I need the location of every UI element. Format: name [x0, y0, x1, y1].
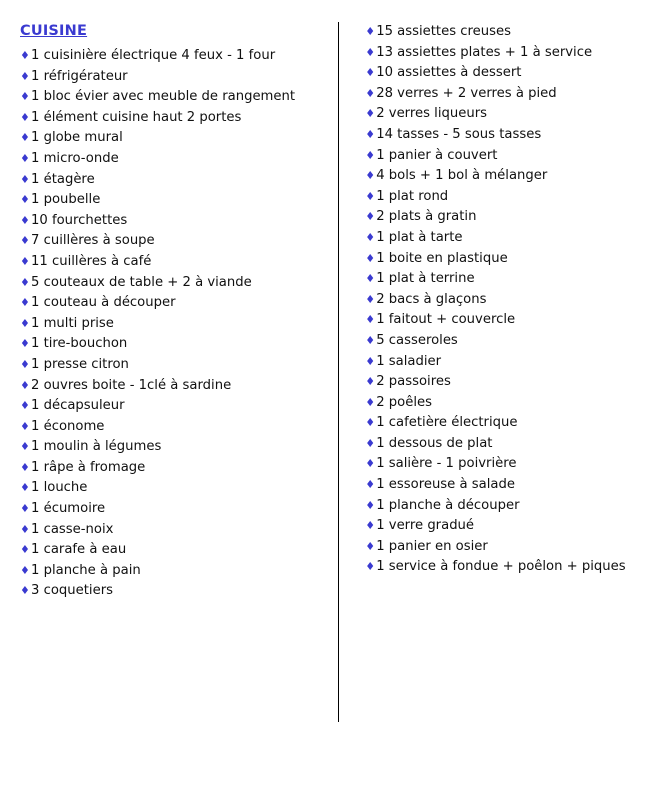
diamond-bullet-icon: ♦	[365, 416, 376, 430]
diamond-bullet-icon: ♦	[20, 131, 30, 145]
diamond-bullet-icon: ♦	[20, 337, 30, 351]
list-item-label: 5 casseroles	[376, 332, 458, 348]
list-item	[20, 149, 338, 170]
list-item	[20, 87, 338, 108]
list-item-label: 1 globe mural	[31, 130, 123, 146]
list-item-label: 1 micro-onde	[31, 150, 119, 166]
diamond-bullet-icon: ♦	[365, 375, 376, 389]
diamond-bullet-icon: ♦	[20, 69, 30, 83]
diamond-bullet-icon: ♦	[20, 563, 30, 577]
diamond-bullet-icon: ♦	[20, 49, 30, 62]
two-column-layout	[14, 22, 658, 722]
diamond-bullet-icon: ♦	[20, 584, 30, 598]
list-item	[365, 187, 658, 208]
diamond-bullet-icon: ♦	[20, 213, 30, 227]
list-item-label: 1 cafetière électrique	[376, 415, 518, 431]
list-item-label: 1 essoreuse à salade	[376, 477, 515, 493]
diamond-bullet-icon: ♦	[20, 110, 30, 124]
list-item-label: 1 dessous de plat	[376, 435, 493, 451]
diamond-bullet-icon: ♦	[20, 275, 30, 289]
list-item	[20, 499, 338, 520]
list-item	[20, 396, 338, 417]
diamond-bullet-icon: ♦	[20, 151, 30, 165]
list-item	[20, 252, 338, 273]
list-item-label: 5 couteaux de table + 2 à viande	[31, 274, 252, 290]
list-item-label: 2 bacs à glaçons	[376, 291, 487, 307]
list-item	[365, 63, 658, 84]
list-item-label: 2 verres liqueurs	[376, 106, 488, 122]
diamond-bullet-icon: ♦	[365, 230, 376, 244]
list-item-label: 2 ouvres boite - 1clé à sardine	[31, 377, 232, 393]
list-item-label: 11 cuillères à café	[31, 253, 152, 269]
list-item	[20, 314, 338, 335]
diamond-bullet-icon: ♦	[365, 436, 376, 450]
diamond-bullet-icon: ♦	[365, 560, 376, 574]
list-item	[365, 22, 658, 43]
diamond-bullet-icon: ♦	[365, 333, 376, 347]
list-item-label: 1 bloc évier avec meuble de rangement	[31, 89, 296, 105]
diamond-bullet-icon: ♦	[365, 45, 376, 59]
list-item	[365, 537, 658, 558]
list-item	[365, 228, 658, 249]
list-item-label: 1 tire-bouchon	[31, 336, 128, 352]
list-item-label: 1 cuisinière électrique 4 feux - 1 four	[31, 48, 276, 63]
diamond-bullet-icon: ♦	[365, 251, 376, 265]
list-item	[20, 561, 338, 582]
diamond-bullet-icon: ♦	[365, 457, 376, 471]
list-item-label: 1 service à fondue + poêlon + piques	[376, 559, 626, 575]
list-item	[20, 540, 338, 561]
diamond-bullet-icon: ♦	[365, 478, 376, 492]
list-item-label: 15 assiettes creuses	[376, 24, 511, 39]
diamond-bullet-icon: ♦	[20, 357, 30, 371]
list-item-label: 2 plats à gratin	[376, 209, 477, 225]
list-item	[365, 516, 658, 537]
list-item	[20, 417, 338, 438]
list-item-label: 1 salière - 1 poivrière	[376, 456, 517, 472]
list-item	[20, 293, 338, 314]
list-item	[20, 170, 338, 191]
list-item	[365, 290, 658, 311]
list-item	[365, 249, 658, 270]
list-item-label: 10 fourchettes	[31, 212, 128, 228]
diamond-bullet-icon: ♦	[20, 460, 30, 474]
list-item-label: 1 plat à tarte	[376, 229, 463, 245]
list-item-label: 1 élément cuisine haut 2 portes	[31, 109, 242, 125]
diamond-bullet-icon: ♦	[365, 25, 376, 38]
right-column	[339, 22, 658, 578]
list-item	[20, 128, 338, 149]
list-item-label: 1 décapsuleur	[31, 398, 125, 414]
diamond-bullet-icon: ♦	[365, 354, 376, 368]
diamond-bullet-icon: ♦	[365, 395, 376, 409]
list-item-label: 1 presse citron	[31, 356, 129, 372]
diamond-bullet-icon: ♦	[20, 254, 30, 268]
list-item	[365, 557, 658, 578]
list-item	[365, 496, 658, 517]
diamond-bullet-icon: ♦	[20, 234, 30, 248]
diamond-bullet-icon: ♦	[20, 90, 30, 104]
list-item	[365, 84, 658, 105]
list-item	[20, 458, 338, 479]
list-item	[20, 520, 338, 541]
list-item	[20, 190, 338, 211]
list-item	[365, 310, 658, 331]
list-item-label: 1 économe	[31, 418, 105, 434]
diamond-bullet-icon: ♦	[20, 502, 30, 516]
diamond-bullet-icon: ♦	[20, 316, 30, 330]
list-item-label: 14 tasses - 5 sous tasses	[376, 126, 542, 142]
list-item-label: 1 louche	[31, 480, 88, 496]
diamond-bullet-icon: ♦	[20, 193, 30, 207]
list-item	[365, 413, 658, 434]
diamond-bullet-icon: ♦	[365, 292, 376, 306]
list-item-label: 1 réfrigérateur	[31, 68, 128, 84]
list-item	[365, 104, 658, 125]
diamond-bullet-icon: ♦	[365, 539, 376, 553]
list-item-label: 1 planche à pain	[31, 562, 141, 578]
diamond-bullet-icon: ♦	[20, 522, 30, 536]
diamond-bullet-icon: ♦	[365, 210, 376, 224]
diamond-bullet-icon: ♦	[20, 543, 30, 557]
inventory-list-right	[365, 22, 658, 578]
list-item	[365, 269, 658, 290]
page-title: CUISINE	[20, 23, 88, 39]
list-item	[365, 146, 658, 167]
list-item-label: 1 plat à terrine	[376, 271, 475, 287]
left-column	[14, 22, 338, 602]
list-item	[365, 352, 658, 373]
diamond-bullet-icon: ♦	[365, 498, 376, 512]
list-item-label: 1 étagère	[31, 171, 95, 187]
diamond-bullet-icon: ♦	[20, 172, 30, 186]
list-item	[20, 355, 338, 376]
diamond-bullet-icon: ♦	[20, 296, 30, 310]
inventory-list-left	[20, 46, 338, 602]
list-item-label: 1 saladier	[376, 353, 442, 369]
list-item	[365, 372, 658, 393]
list-item	[20, 376, 338, 397]
diamond-bullet-icon: ♦	[365, 313, 376, 327]
list-item	[365, 125, 658, 146]
diamond-bullet-icon: ♦	[365, 169, 376, 183]
list-item	[20, 46, 338, 67]
list-item	[20, 273, 338, 294]
list-item-label: 1 casse-noix	[31, 521, 114, 537]
diamond-bullet-icon: ♦	[365, 148, 376, 162]
list-item-label: 1 moulin à légumes	[31, 439, 162, 455]
list-item-label: 1 faitout + couvercle	[376, 312, 516, 328]
list-item	[20, 67, 338, 88]
diamond-bullet-icon: ♦	[20, 481, 30, 495]
diamond-bullet-icon: ♦	[20, 440, 30, 454]
list-item	[20, 108, 338, 129]
list-item-label: 1 couteau à découper	[31, 295, 176, 311]
diamond-bullet-icon: ♦	[20, 419, 30, 433]
diamond-bullet-icon: ♦	[365, 519, 376, 533]
list-item	[20, 437, 338, 458]
list-item	[365, 454, 658, 475]
list-item-label: 28 verres + 2 verres à pied	[376, 85, 557, 101]
diamond-bullet-icon: ♦	[365, 107, 376, 121]
list-item	[365, 166, 658, 187]
list-item	[365, 43, 658, 64]
list-item-label: 1 plat rond	[376, 188, 449, 204]
list-item-label: 1 planche à découper	[376, 497, 520, 513]
list-item-label: 1 boite en plastique	[376, 250, 508, 266]
list-item-label: 1 râpe à fromage	[31, 459, 146, 475]
list-item-label: 4 bols + 1 bol à mélanger	[376, 168, 548, 184]
list-item-label: 1 verre gradué	[376, 518, 475, 534]
list-item	[20, 334, 338, 355]
list-item-label: 1 multi prise	[31, 315, 114, 331]
list-item	[20, 478, 338, 499]
list-item-label: 2 passoires	[376, 374, 451, 390]
list-item	[365, 434, 658, 455]
list-item-label: 3 coquetiers	[31, 583, 113, 599]
diamond-bullet-icon: ♦	[365, 86, 376, 100]
list-item-label: 1 carafe à eau	[31, 542, 127, 558]
list-item-label: 10 assiettes à dessert	[376, 65, 522, 81]
diamond-bullet-icon: ♦	[365, 272, 376, 286]
list-item-label: 7 cuillères à soupe	[31, 233, 155, 249]
diamond-bullet-icon: ♦	[365, 189, 376, 203]
diamond-bullet-icon: ♦	[20, 378, 30, 392]
list-item	[365, 207, 658, 228]
list-item-label: 1 écumoire	[31, 501, 106, 517]
list-item-label: 1 poubelle	[31, 192, 101, 208]
list-item	[365, 393, 658, 414]
diamond-bullet-icon: ♦	[365, 66, 376, 80]
list-item-label: 1 panier à couvert	[376, 147, 498, 163]
list-item	[365, 475, 658, 496]
list-item-label: 2 poêles	[376, 394, 432, 410]
diamond-bullet-icon: ♦	[20, 399, 30, 413]
diamond-bullet-icon: ♦	[365, 127, 376, 141]
list-item	[20, 581, 338, 602]
list-item	[365, 331, 658, 352]
list-item-label: 13 assiettes plates + 1 à service	[376, 44, 593, 60]
list-item-label: 1 panier en osier	[376, 538, 488, 554]
list-item	[20, 231, 338, 252]
list-item	[20, 211, 338, 232]
